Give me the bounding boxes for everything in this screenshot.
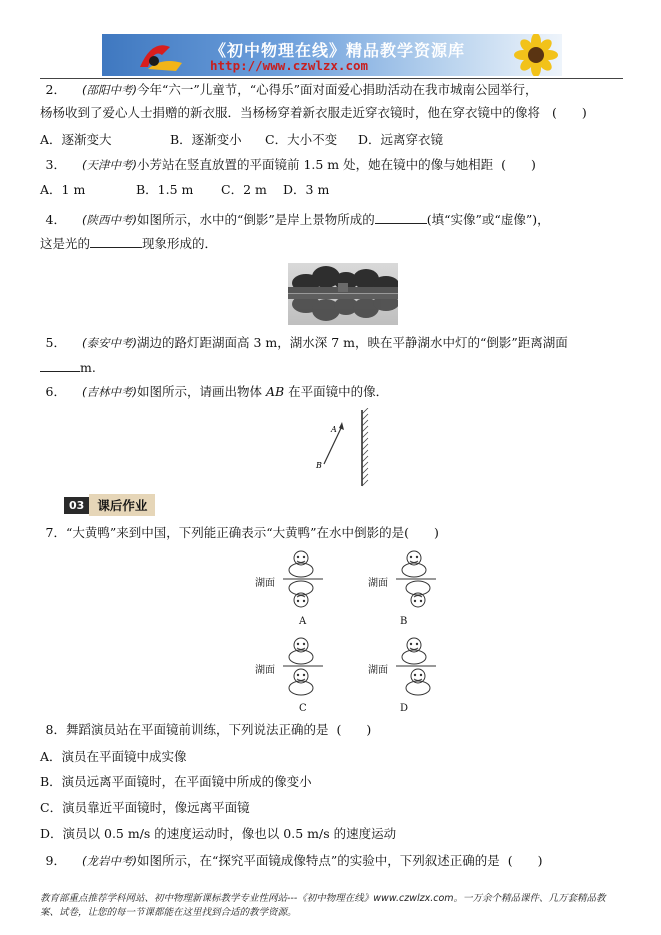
q9-text: 如图所示，在“探究平面镜成像特点”的实验中，下列叙述正确的是 bbox=[136, 853, 500, 868]
q3-number: 3． bbox=[45, 157, 66, 172]
q8-option-b: B．演员远离平面镜时，在平面镜中所成的像变小 bbox=[40, 774, 312, 789]
q7-number: 7． bbox=[45, 525, 66, 540]
q6-text-ab: AB bbox=[265, 384, 285, 399]
q2-option-d: D．远离穿衣镜 bbox=[358, 132, 444, 147]
q4-line2 bbox=[40, 235, 217, 252]
q6-text-a: 如图所示，请画出物体 bbox=[136, 384, 266, 399]
q6-line bbox=[40, 384, 388, 400]
section-title: 课后作业 bbox=[89, 494, 155, 516]
choice-c: C bbox=[299, 703, 307, 714]
lake-label-d: 湖面 bbox=[368, 665, 388, 676]
sunflower-icon bbox=[510, 34, 562, 76]
q4-line1 bbox=[40, 211, 550, 228]
footer bbox=[40, 892, 623, 920]
logo-icon bbox=[132, 37, 192, 73]
q2-number: 2． bbox=[45, 82, 66, 97]
lake-reflection-photo bbox=[288, 263, 398, 325]
q6-number: 6． bbox=[45, 384, 66, 399]
mirror-figure bbox=[310, 408, 380, 488]
q4-source: (陕西中考) bbox=[81, 213, 137, 227]
q6-text-b: 在平面镜中的像． bbox=[284, 384, 389, 399]
lake-label-c: 湖面 bbox=[255, 665, 275, 676]
q5-line2 bbox=[40, 359, 96, 376]
q8-option-a: A．演员在平面镜中成实像 bbox=[40, 749, 187, 764]
q8-line bbox=[40, 722, 371, 738]
q2-text-line1: 今年“六一”儿童节，“心得乐”面对面爱心捐助活动在我市城南公园举行， bbox=[136, 82, 538, 97]
choice-a: A bbox=[299, 616, 307, 627]
q2-source: (邵阳中考) bbox=[81, 83, 137, 97]
q5-number: 5． bbox=[45, 335, 66, 350]
q8-option-d: D．演员以 0.5 m/s 的速度运动时，像也以 0.5 m/s 的速度运动 bbox=[40, 826, 397, 841]
q4-blank2[interactable] bbox=[90, 235, 142, 248]
q3-option-d: D．3 m bbox=[283, 182, 330, 197]
footer-line1: 教育部重点推荐学科网站、初中物理新课标教学专业性网站---《初中物理在线》www.czwlzx.com。一万余个精品课件、几万套精品教 bbox=[40, 893, 606, 904]
q9-source: (龙岩中考) bbox=[81, 854, 137, 868]
duck-figure-a bbox=[283, 548, 323, 610]
duck-figure-c bbox=[283, 635, 323, 697]
q2-bracket: ( ) bbox=[552, 105, 587, 120]
q7-line bbox=[40, 525, 439, 541]
q2-options bbox=[40, 132, 443, 148]
duck-option-a[interactable] bbox=[255, 548, 355, 638]
q5-unit: m. bbox=[80, 360, 96, 375]
duck-figure-b bbox=[396, 548, 436, 610]
q2-option-c: C．大小不变 bbox=[265, 132, 338, 147]
q8-option-c: C．演员靠近平面镜时，像远离平面镜 bbox=[40, 800, 250, 815]
header-rule bbox=[40, 78, 623, 79]
q3-options bbox=[40, 182, 329, 198]
q2-line2 bbox=[40, 105, 587, 121]
lake-label-a: 湖面 bbox=[255, 578, 275, 589]
q3-source: (天津中考) bbox=[81, 158, 137, 172]
duck-figure-d bbox=[396, 635, 436, 697]
q5-source: (泰安中考) bbox=[81, 336, 137, 350]
q9-number: 9． bbox=[45, 853, 66, 868]
q9-bracket: ( ) bbox=[507, 853, 543, 868]
q4-text2: (填“实像”或“虚像”)， bbox=[426, 212, 550, 227]
q4-text1: 如图所示，水中的“倒影”是岸上景物所成的 bbox=[136, 212, 375, 227]
label-b: B bbox=[316, 461, 322, 470]
q3-option-c: C．2 m bbox=[221, 182, 267, 197]
duck-option-d[interactable] bbox=[368, 635, 468, 725]
q3-bracket: ( ) bbox=[501, 157, 536, 172]
q4-text3: 这是光的 bbox=[40, 236, 91, 251]
banner-url[interactable]: http://www.czwlzx.com bbox=[210, 58, 369, 73]
q4-blank1[interactable] bbox=[375, 211, 427, 224]
section-number: 03 bbox=[64, 497, 89, 514]
header-banner bbox=[102, 34, 562, 76]
q8-bracket: ( ) bbox=[336, 722, 372, 737]
section-heading bbox=[64, 495, 155, 515]
q5-text: 湖边的路灯距湖面高 3 m，湖水深 7 m，映在平静湖水中灯的“倒影”距离湖面 bbox=[136, 335, 568, 350]
q5-line1 bbox=[40, 335, 568, 351]
q2-option-a: A．逐渐变大 bbox=[40, 132, 112, 147]
q3-option-b: B．1.5 m bbox=[136, 182, 194, 197]
q6-source: (吉林中考) bbox=[81, 385, 137, 399]
q9-line bbox=[40, 853, 543, 869]
q2-text-line2: 杨杨收到了爱心人士捐赠的新衣服．当杨杨穿着新衣服走近穿衣镜时，他在穿衣镜中的像将 bbox=[40, 105, 541, 120]
choice-b: B bbox=[400, 616, 408, 627]
q8-text: 舞蹈演员站在平面镜前训练，下列说法正确的是 bbox=[66, 722, 329, 737]
duck-option-c[interactable] bbox=[255, 635, 355, 725]
banner-title: 《初中物理在线》精品教学资源库 bbox=[210, 41, 466, 60]
q3-option-a: A．1 m bbox=[40, 182, 86, 197]
q2-option-b: B．逐渐变小 bbox=[170, 132, 242, 147]
duck-option-b[interactable] bbox=[368, 548, 468, 638]
q3-text: 小芳站在竖直放置的平面镜前 1.5 m 处，她在镜中的像与她相距 bbox=[136, 157, 494, 172]
choice-d: D bbox=[400, 703, 409, 714]
q4-text4: 现象形成的． bbox=[142, 236, 218, 251]
label-a: A bbox=[331, 425, 337, 434]
q5-blank[interactable] bbox=[40, 359, 80, 372]
q7-text: “大黄鸭”来到中国，下列能正确表示“大黄鸭”在水中倒影的是( ) bbox=[66, 525, 439, 540]
q2-line1 bbox=[40, 82, 538, 98]
lake-label-b: 湖面 bbox=[368, 578, 388, 589]
footer-line2: 案、试卷，让您的每一节课都能在这里找到合适的教学资源。 bbox=[40, 907, 297, 918]
q8-number: 8． bbox=[45, 722, 66, 737]
q3-line bbox=[40, 157, 536, 173]
q4-number: 4． bbox=[45, 212, 66, 227]
arrow-head-icon bbox=[339, 422, 344, 430]
